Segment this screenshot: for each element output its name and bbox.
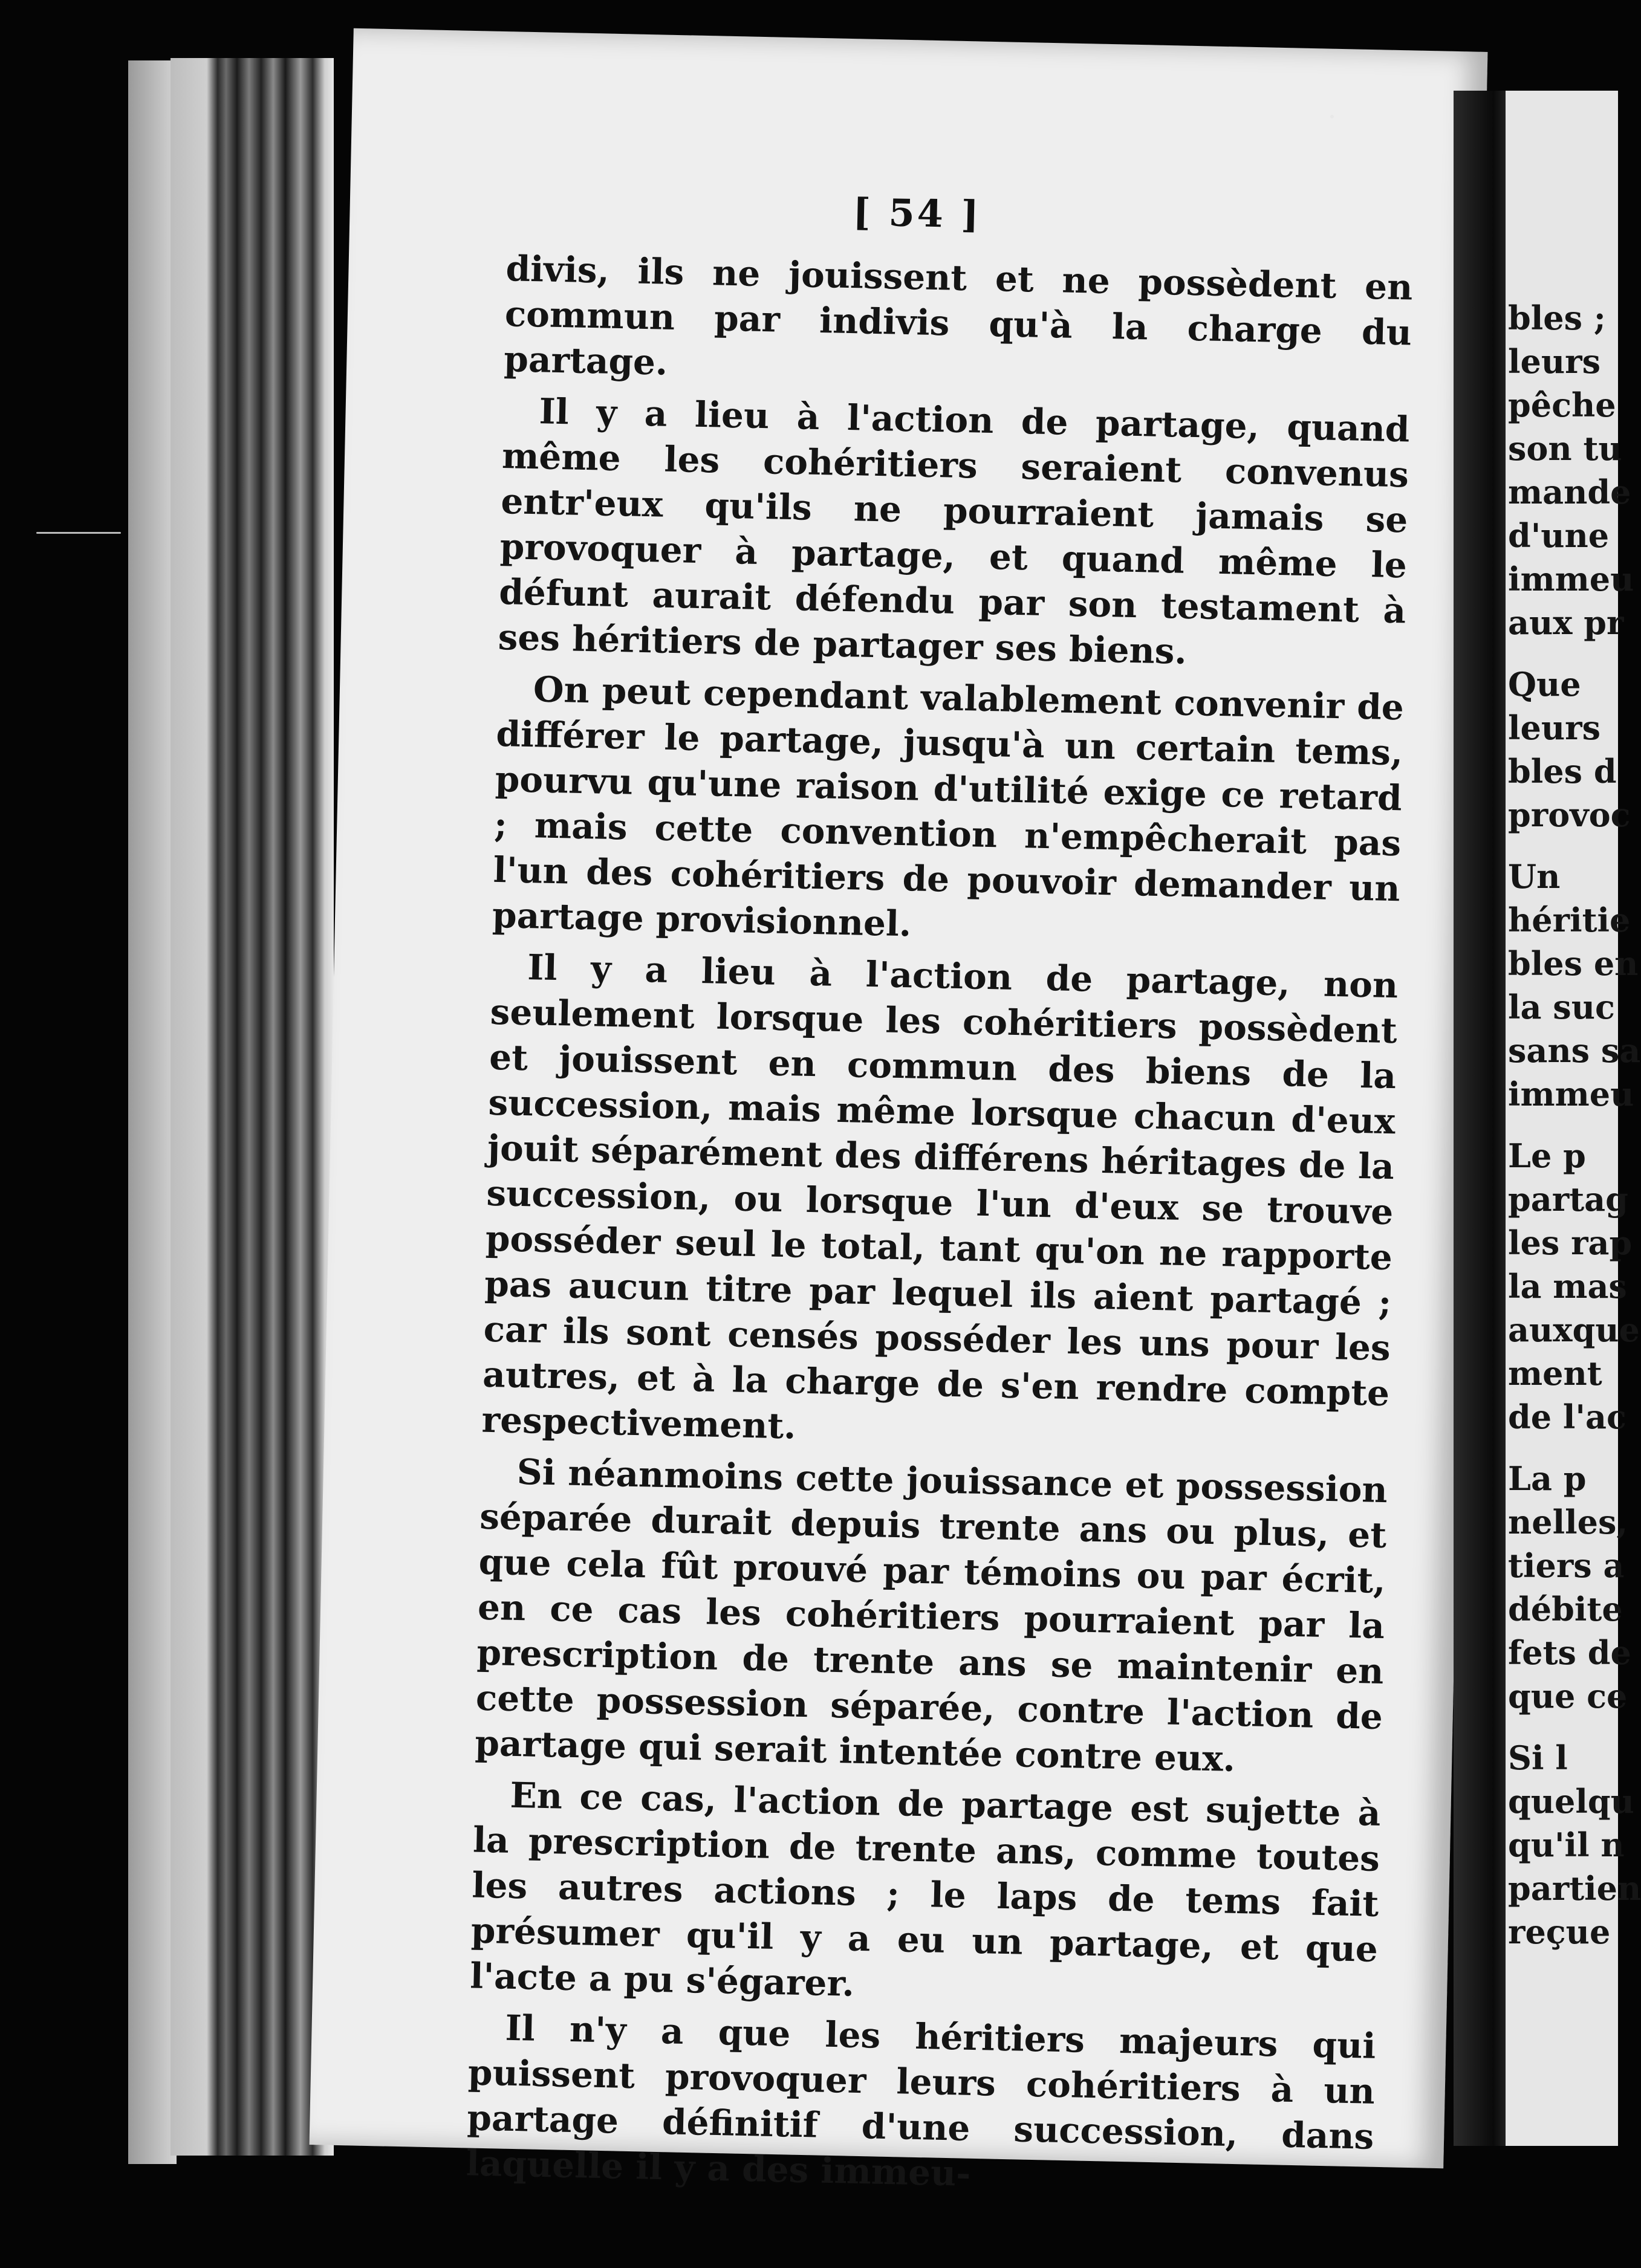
adjacent-page-line: nelles,	[1508, 1503, 1628, 1541]
book-cover-edge	[128, 60, 177, 2164]
adjacent-page-line: de l'ac	[1508, 1398, 1626, 1436]
adjacent-page-line	[1508, 1116, 1641, 1134]
adjacent-page-line: leurs	[1508, 708, 1600, 747]
adjacent-page-line: tiers a	[1508, 1546, 1625, 1585]
adjacent-page-line: quelqu	[1508, 1782, 1634, 1821]
paragraph: En ce cas, l'action de partage est sujette à la prescription de trente ans, comme toutes les autres actions ; le laps de tems fait présumer qu'il y a eu un partage, et que l'acte a pu s'égarer.	[469, 1774, 1382, 2004]
adjacent-page-line: qu'il n	[1508, 1826, 1625, 1864]
scan-artifact	[36, 532, 121, 534]
paragraph: Il y a lieu à l'action de partage, quand même les cohéritiers seraient convenus entr'eux qu'ils ne pourraient jamais se provoquer à partage, et quand même le défunt aurait défendu par son testament à ses héritiers de partager ses biens.	[498, 390, 1411, 672]
adjacent-page-line: fets de	[1508, 1633, 1631, 1672]
adjacent-page-line: Un	[1508, 857, 1561, 896]
paper-speck	[1330, 115, 1334, 118]
page-stack-edge	[171, 58, 334, 2156]
page-text	[466, 246, 1413, 2211]
adjacent-page-line: bles en	[1508, 944, 1639, 983]
adjacent-page-line: son tu	[1508, 429, 1622, 468]
paragraph: Il y a lieu à l'action de partage, non seulement lorsque les cohéritiers possèdent et jouissent en commun des biens de la succession, mais même lorsque chacun d'eux jouit séparément des différens héritages de la succession, ou lorsque l'un d'eux se trouve posséder seul le total, tant qu'on ne rapporte pas aucun titre par lequel ils aient partagé ; car ils sont censés posséder les uns pour les autres, et à la charge de s'en rendre compte respectivement.	[481, 947, 1399, 1447]
adjacent-page-line: Le p	[1508, 1136, 1586, 1175]
adjacent-page-line: Que	[1508, 665, 1581, 704]
adjacent-page-line: auxque	[1508, 1311, 1640, 1349]
adjacent-page-line: provoc	[1508, 795, 1631, 834]
paragraph: Si néanmoins cette jouissance et possession séparée durait depuis trente ans ou plus, et que cela fût prouvé par témoins ou par écrit, en ce cas les cohéritiers pourraient par la prescription de trente ans se maintenir en cette possession séparée, contre l'action de partage qui serait intentée contre eux.	[474, 1451, 1388, 1780]
adjacent-page-text	[1508, 296, 1641, 1954]
adjacent-page-line: partien	[1508, 1869, 1641, 1908]
adjacent-page-line: aux pr	[1508, 603, 1624, 642]
adjacent-page-line: héritie	[1508, 901, 1631, 939]
adjacent-page-line	[1508, 1718, 1641, 1736]
paragraph: Il n'y a que les héritiers majeurs qui puissent provoquer leurs cohéritiers à un partage définitif d'une succession, dans laquelle il y a des immeu-	[466, 2007, 1377, 2194]
adjacent-page-line: la suc	[1508, 988, 1615, 1026]
adjacent-page-line: leurs	[1508, 342, 1600, 381]
adjacent-page-line	[1508, 837, 1641, 855]
adjacent-page-line: que ce	[1508, 1677, 1628, 1716]
paragraph: divis, ils ne jouissent et ne possèdent en commun par indivis qu'à la charge du partage.	[503, 248, 1413, 383]
adjacent-page-line: bles d	[1508, 752, 1617, 791]
adjacent-page-line: mande	[1508, 473, 1631, 511]
adjacent-page-line: ment	[1508, 1354, 1602, 1393]
book-page	[310, 28, 1488, 2194]
paragraph: On peut cependant valablement convenir de différer le partage, jusqu'à un certain tems, pourvu qu'une raison d'utilité exige ce retard ; mais cette convention n'empêcherait pas l'un des cohéritiers de pouvoir demander un partage provisionnel.	[492, 669, 1405, 945]
adjacent-page-line: immeu	[1508, 1075, 1634, 1113]
adjacent-page-line: pêche	[1508, 386, 1616, 424]
page-number: [ 54 ]	[852, 190, 982, 237]
adjacent-page-line	[1508, 644, 1641, 663]
adjacent-page-line	[1508, 1439, 1641, 1457]
adjacent-page-line: Si l	[1508, 1738, 1568, 1777]
adjacent-page-line: d'une	[1508, 516, 1610, 555]
adjacent-page-line: les rap	[1508, 1223, 1633, 1262]
adjacent-page-line: immeu	[1508, 560, 1634, 598]
adjacent-page-line: la mas	[1508, 1267, 1627, 1306]
adjacent-page-line: bles ;	[1508, 299, 1606, 337]
adjacent-page-line: reçue	[1508, 1913, 1611, 1951]
adjacent-page	[1506, 91, 1641, 2146]
adjacent-page-line: sans sa	[1508, 1031, 1641, 1070]
adjacent-page-line: débite	[1508, 1590, 1623, 1628]
adjacent-page-line: La p	[1508, 1459, 1587, 1498]
adjacent-page-line: partag	[1508, 1180, 1628, 1219]
